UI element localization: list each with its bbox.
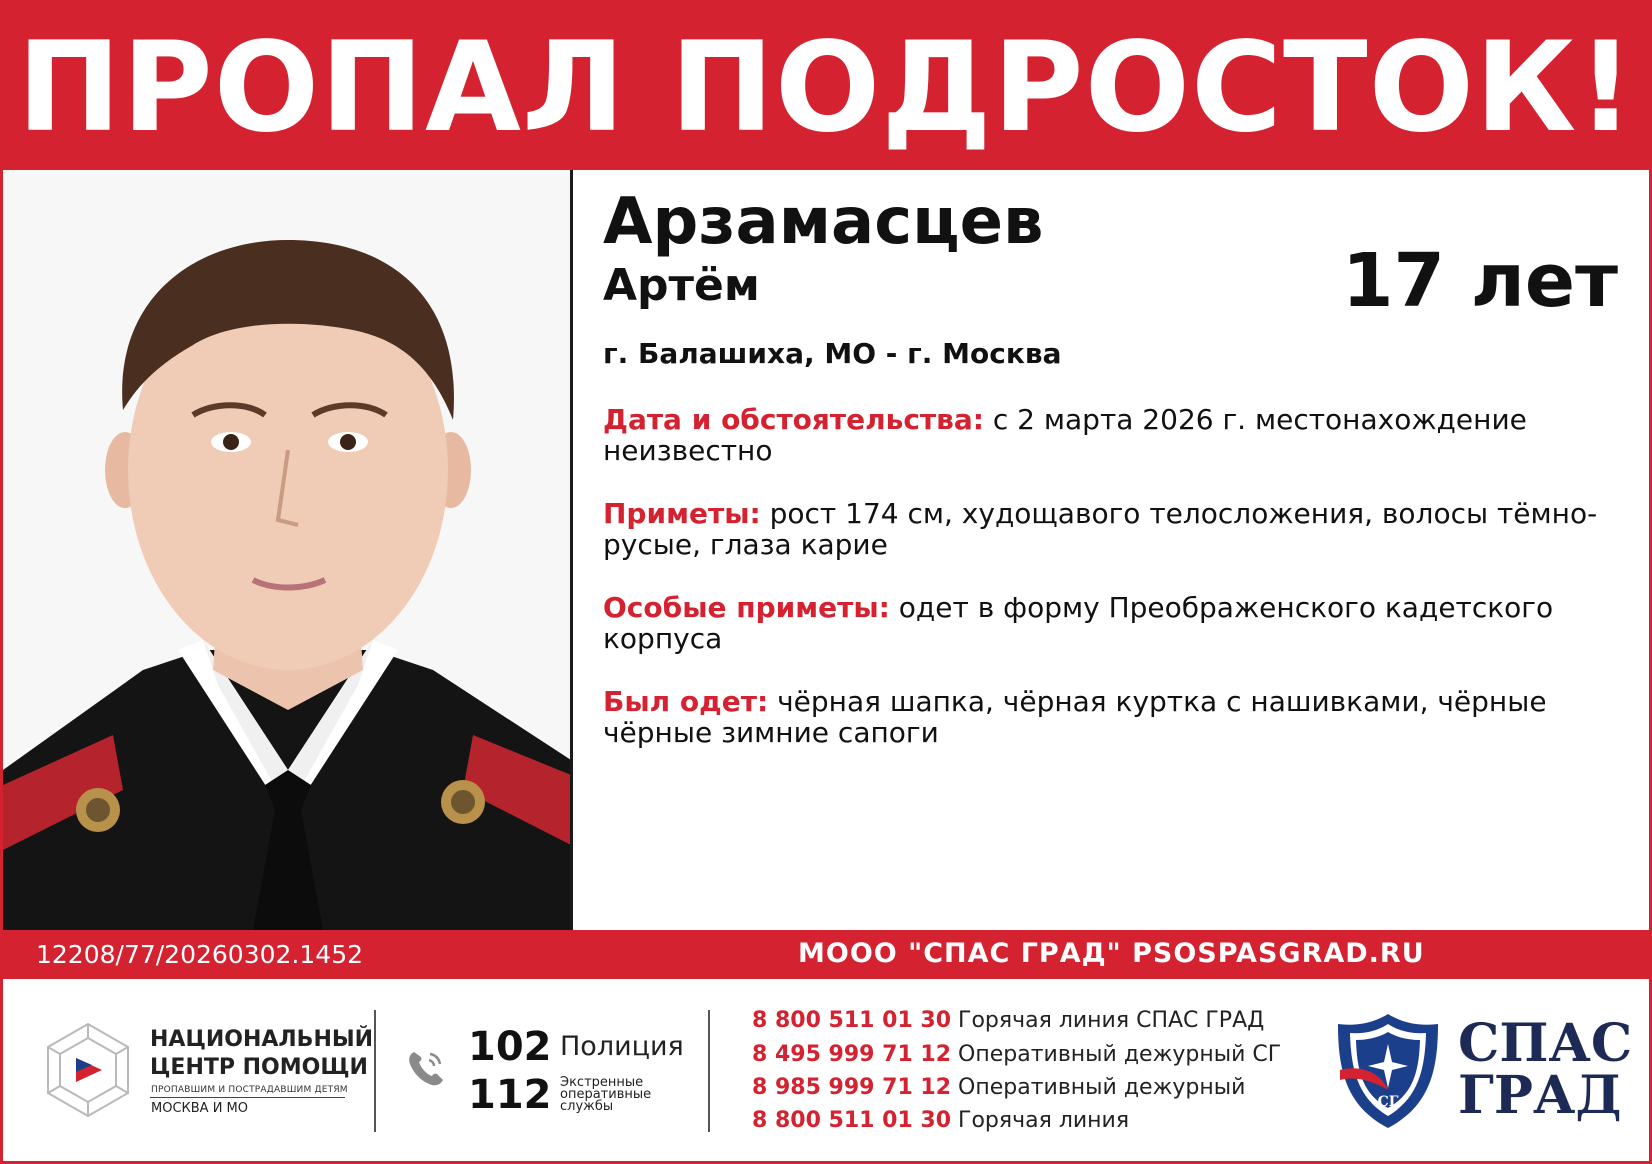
hotline-item [752,1073,1245,1103]
photo-divider [570,170,573,930]
hotline-label: Оперативный дежурный СГ [958,1042,1282,1067]
police-number: 102 [468,1024,552,1070]
detail-text: одет в форму Преображенского кадетского корпуса [603,591,1554,655]
spas-grad-name-line2: ГРАД [1458,1065,1622,1126]
hexagon-logo-icon [40,1020,136,1120]
hotline-number: 8 985 999 71 12 [752,1075,952,1100]
person-location: г. Балашиха, МО - г. Москва [603,337,1062,370]
organization-website: МООО "СПАС ГРАД" PSOSPASGRAD.RU [798,938,1425,969]
emergency-number: 112 [468,1072,552,1118]
person-age: 17 лет [1341,238,1618,324]
national-center-name-line1: НАЦИОНАЛЬНЫЙ [150,1027,374,1052]
detail-label: Особые приметы: [603,591,890,624]
portrait-illustration [3,170,571,930]
hotline-item [752,1040,1281,1070]
national-center-region: МОСКВА И МО [151,1101,249,1116]
detail-label: Приметы: [603,497,761,530]
hotline-number: 8 800 511 01 30 [752,1008,952,1033]
poster-title: ПРОПАЛ ПОДРОСТОК! [17,16,1635,160]
detail-label: Дата и обстоятельства: [603,403,984,436]
national-center-subtitle: ПРОПАВШИМ И ПОСТРАДАВШИМ ДЕТЯМ [151,1085,348,1095]
person-surname: Арзамасцев [603,185,1044,259]
police-label: Полиция [560,1031,684,1062]
hotline-item [752,1106,1129,1136]
shield-emblem-text: СГ [1377,1094,1399,1110]
hotline-item [752,1006,1264,1036]
footer-divider [374,1010,376,1132]
person-first-name: Артём [603,260,760,311]
hotline-number: 8 800 511 01 30 [752,1108,952,1133]
national-center-name-line2: ЦЕНТР ПОМОЩИ [150,1055,368,1080]
hotline-number: 8 495 999 71 12 [752,1042,952,1067]
emergency-label: Экстренные оперативные службы [560,1075,652,1114]
detail-text: с 2 марта 2026 г. местонахождение неизвестно [603,403,1527,467]
case-id: 12208/77/20260302.1452 [36,940,364,969]
hotline-label: Оперативный дежурный [958,1075,1246,1100]
detail-text: чёрная шапка, чёрная куртка с нашивками, чёрные чёрные зимние сапоги [603,685,1547,749]
hotline-label: Горячая линия СПАС ГРАД [958,1008,1265,1033]
footer-divider [708,1010,710,1132]
hotline-label: Горячая линия [958,1108,1130,1133]
detail-special-marks [603,592,1623,654]
national-center-rule [150,1097,345,1098]
spas-grad-name-line1: СПАС [1458,1013,1633,1074]
shield-logo-icon [1332,1010,1444,1132]
detail-circumstances [603,404,1623,466]
missing-person-photo [3,170,571,930]
phone-icon [404,1046,448,1090]
detail-appearance [603,498,1623,560]
detail-label: Был одет: [603,685,769,718]
detail-text: рост 174 см, худощавого телосложения, волосы тёмно-русые, глаза карие [603,497,1598,561]
detail-clothing [603,686,1623,748]
header-banner [0,0,1652,170]
